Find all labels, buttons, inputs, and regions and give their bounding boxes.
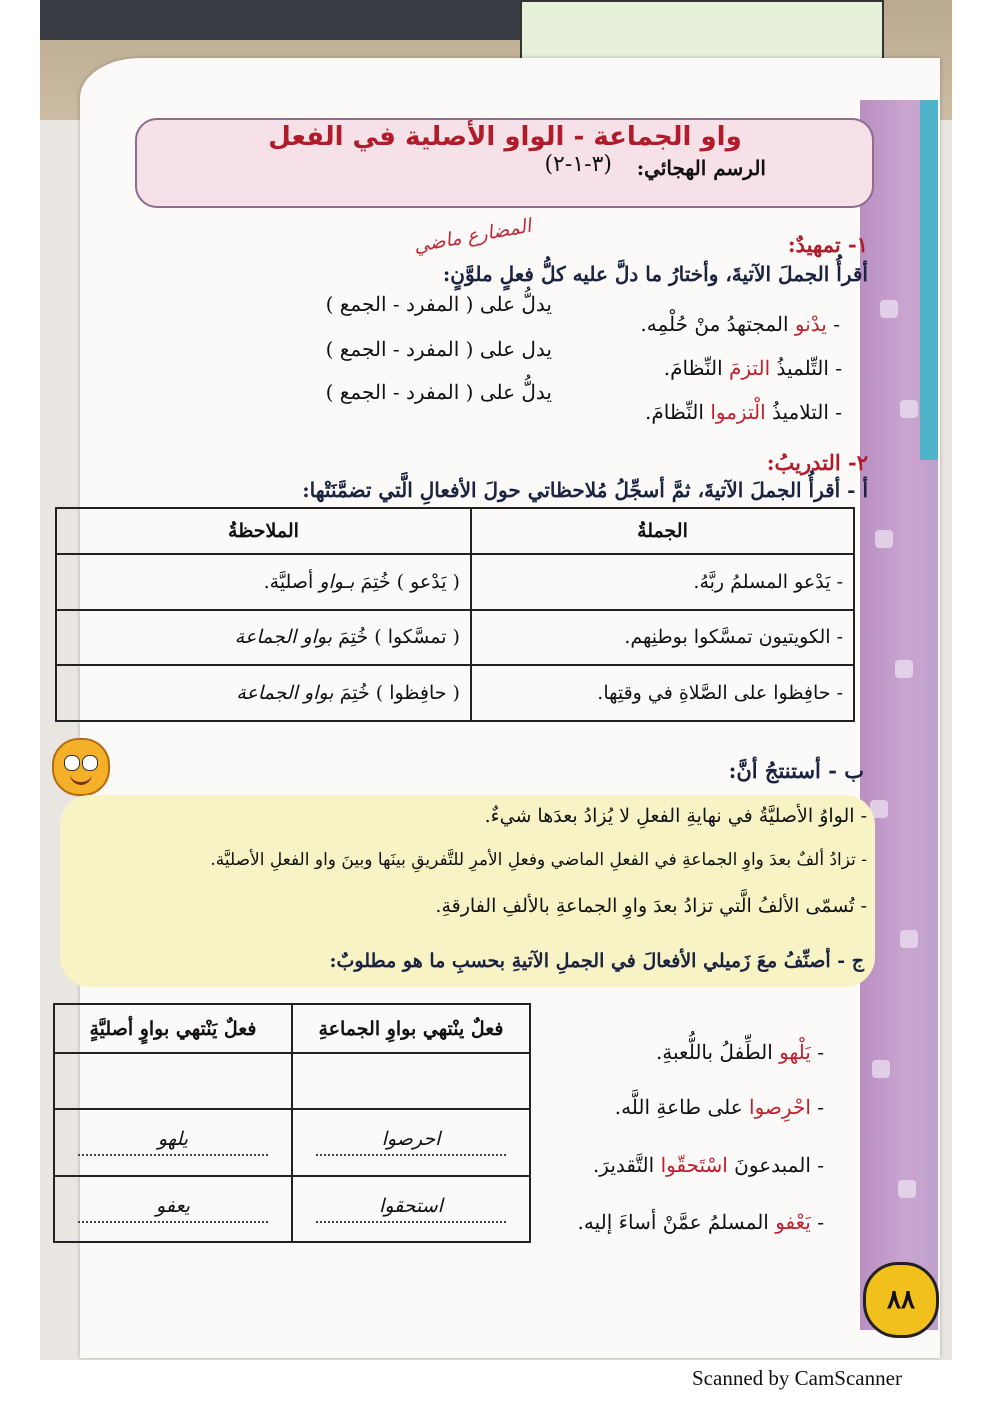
classify-header-jamaa: فعلٌ ينْتهي بواوِ الجماعةِ <box>292 1004 530 1053</box>
sentence-3-verb: الْتزموا <box>710 400 766 424</box>
smiley-eye <box>82 755 98 771</box>
sentence-2-pre: - التِّلميذُ <box>770 356 842 380</box>
page-number: ٨٨ <box>863 1262 939 1338</box>
classify-cell <box>292 1053 530 1109</box>
scanner-footer: Scanned by CamScanner <box>692 1366 902 1390</box>
classify-heading: ج - أصنِّفُ معَ زَميلي الأفعالَ في الجملِ الآتيةِ بحسبِ ما هو مطلوبٌ: <box>329 950 864 972</box>
band-dot <box>875 530 893 548</box>
table-header-sentence: الجملةُ <box>471 508 854 554</box>
sentence-2-choice: يدل على ( المفرد - الجمع ) <box>325 337 552 361</box>
conclusion-heading: ب - أستنتجُ أنَّ: <box>728 758 864 783</box>
classify-sentence-1: - يَلْهو الطِّفلُ باللُّعبةِ. <box>655 1040 824 1064</box>
section1-heading: ١- تمهيدٌ: <box>787 232 868 257</box>
classify-rest-1: الطِّفلُ باللُّعبةِ. <box>655 1040 780 1064</box>
classify-cell-jamaa <box>292 1109 530 1175</box>
handwritten-answer: يلهو <box>78 1128 268 1156</box>
table-row <box>56 665 854 721</box>
band-dot <box>872 1060 890 1078</box>
section2-instruction: أ - أقرأُ الجملَ الآتيةَ، ثمَّ أسجِّلُ مُلاحظاتي حولَ الأفعالِ الَّتي تضمَّنَتْها: <box>302 478 868 502</box>
smiley-eye <box>64 755 80 771</box>
conclusion-point-3: - تُسمّى الألفُ الَّتي تزادُ بعدَ واوِ الجماعةِ بالألفِ الفارقةِ. <box>435 895 867 917</box>
classify-sentence-3 <box>593 1153 824 1177</box>
table-header-note: الملاحظةُ <box>56 508 471 554</box>
page-title: واو الجماعة - الواو الأصلية في الفعل <box>268 122 742 152</box>
sentence-1-post: المجتهدُ منْ حُلْمِه. <box>640 312 795 336</box>
band-dot <box>895 660 913 678</box>
table-cell-sentence: - حافِظوا على الصَّلاةِ في وقتِها. <box>471 665 854 721</box>
note-handwritten: بواو الجماعة <box>236 682 334 705</box>
sentence-3-choice: يدلُّ على ( المفرد - الجمع ) <box>325 380 552 404</box>
dark-fabric <box>40 0 560 40</box>
classify-pre-3: - المبدعونَ <box>727 1153 824 1177</box>
smiley-icon <box>52 738 110 796</box>
sentence-2 <box>664 356 842 380</box>
table-cell-sentence: - الكويتيون تمسَّكوا بوطنِهم. <box>471 610 854 666</box>
sentence-2-post: النِّظامَ. <box>663 356 730 380</box>
classify-verb-1: يَلْهو <box>779 1040 811 1064</box>
sentence-2-verb: التزمَ <box>729 356 771 380</box>
band-dot <box>880 300 898 318</box>
side-teal-strip <box>920 100 938 460</box>
smiley-mouth <box>70 774 92 785</box>
table-cell-sentence: - يَدْعو المسلمُ ربَّهُ. <box>471 554 854 610</box>
classify-sentence-4: - يَعْفو المسلمُ عمَّنْ أساءَ إليه. <box>577 1210 824 1234</box>
classify-rest-4: المسلمُ عمَّنْ أساءَ إليه. <box>577 1210 776 1234</box>
orthography-label: الرسم الهجائي: <box>636 156 766 180</box>
classify-cell-asliya <box>54 1109 292 1175</box>
handwritten-answer: يعفو <box>78 1195 268 1223</box>
classify-cell-jamaa <box>292 1176 530 1243</box>
handwritten-answer: احرصوا <box>316 1128 506 1156</box>
table-row <box>54 1053 530 1109</box>
orthography-code: (٣-١-٢) <box>544 152 612 177</box>
table-row <box>54 1176 530 1243</box>
classify-cell <box>54 1053 292 1109</box>
classify-verb-3: اسْتَحقّوا <box>660 1153 728 1177</box>
note-printed: ( يَدْعو ) خُتِمَ <box>360 570 460 593</box>
handwritten-annotation: المضارع ماضي <box>412 214 534 258</box>
note-printed: ( تمسَّكوا ) خُتِمَ <box>338 626 460 649</box>
band-dot <box>900 930 918 948</box>
observations-table <box>55 507 855 722</box>
note-handwritten: بواو الجماعة <box>234 626 333 649</box>
section2-heading: ٢- التدريبُ: <box>766 450 868 475</box>
table-cell-note <box>56 610 471 666</box>
sentence-3 <box>645 400 842 424</box>
conclusion-point-2: - تزادُ ألفٌ بعدَ واوِ الجماعةِ في الفعلِ الماضي وفعلِ الأمرِ للتَّفريقِ بينَها وبينَ واو الفعلِ الأصليَّة. <box>210 850 867 870</box>
table-cell-note <box>56 554 471 610</box>
band-dot <box>900 400 918 418</box>
conclusion-point-1: - الواوُ الأصليَّةُ في نهايةِ الفعلِ لا يُزادُ بعدَها شيءٌ. <box>484 805 867 827</box>
table-row <box>56 554 854 610</box>
note-handwritten: بـواو <box>319 570 355 593</box>
sentence-3-pre: - التلاميذُ <box>765 400 842 424</box>
note-printed: ( حافِظوا ) خُتِمَ <box>339 682 460 705</box>
sentence-1-pre: - <box>826 312 840 336</box>
table-cell-note <box>56 665 471 721</box>
classify-verb-2: احْرِصوا <box>749 1095 811 1119</box>
handwritten-answer: استحقوا <box>316 1195 506 1223</box>
table-row <box>54 1109 530 1175</box>
classify-cell-asliya <box>54 1176 292 1243</box>
classify-header-asliya: فعلٌ يَنْتهي بواوٍ أصليَّةٍ <box>54 1004 292 1053</box>
classify-table <box>53 1003 531 1243</box>
classify-rest-2: على طاعةِ اللَّه. <box>614 1095 750 1119</box>
sentence-1-verb: يدْنو <box>794 312 827 336</box>
classify-verb-4: يَعْفو <box>775 1210 811 1234</box>
classify-rest-3: التَّقديرَ. <box>592 1153 661 1177</box>
band-dot <box>898 1180 916 1198</box>
sentence-1-choice: يدلُّ على ( المفرد - الجمع ) <box>325 292 552 316</box>
sentence-1 <box>640 312 840 336</box>
note-suffix: أصليَّة. <box>263 570 314 593</box>
table-row <box>56 610 854 666</box>
side-color-band <box>860 100 938 1330</box>
section1-instruction: أقرأُ الجملَ الآتيةَ، وأختارُ ما دلَّ عليه كلُّ فعلٍ ملوَّنٍ: <box>442 262 868 286</box>
sentence-3-post: النِّظامَ. <box>645 400 711 424</box>
classify-sentence-2: - احْرِصوا على طاعةِ اللَّه. <box>614 1095 824 1119</box>
